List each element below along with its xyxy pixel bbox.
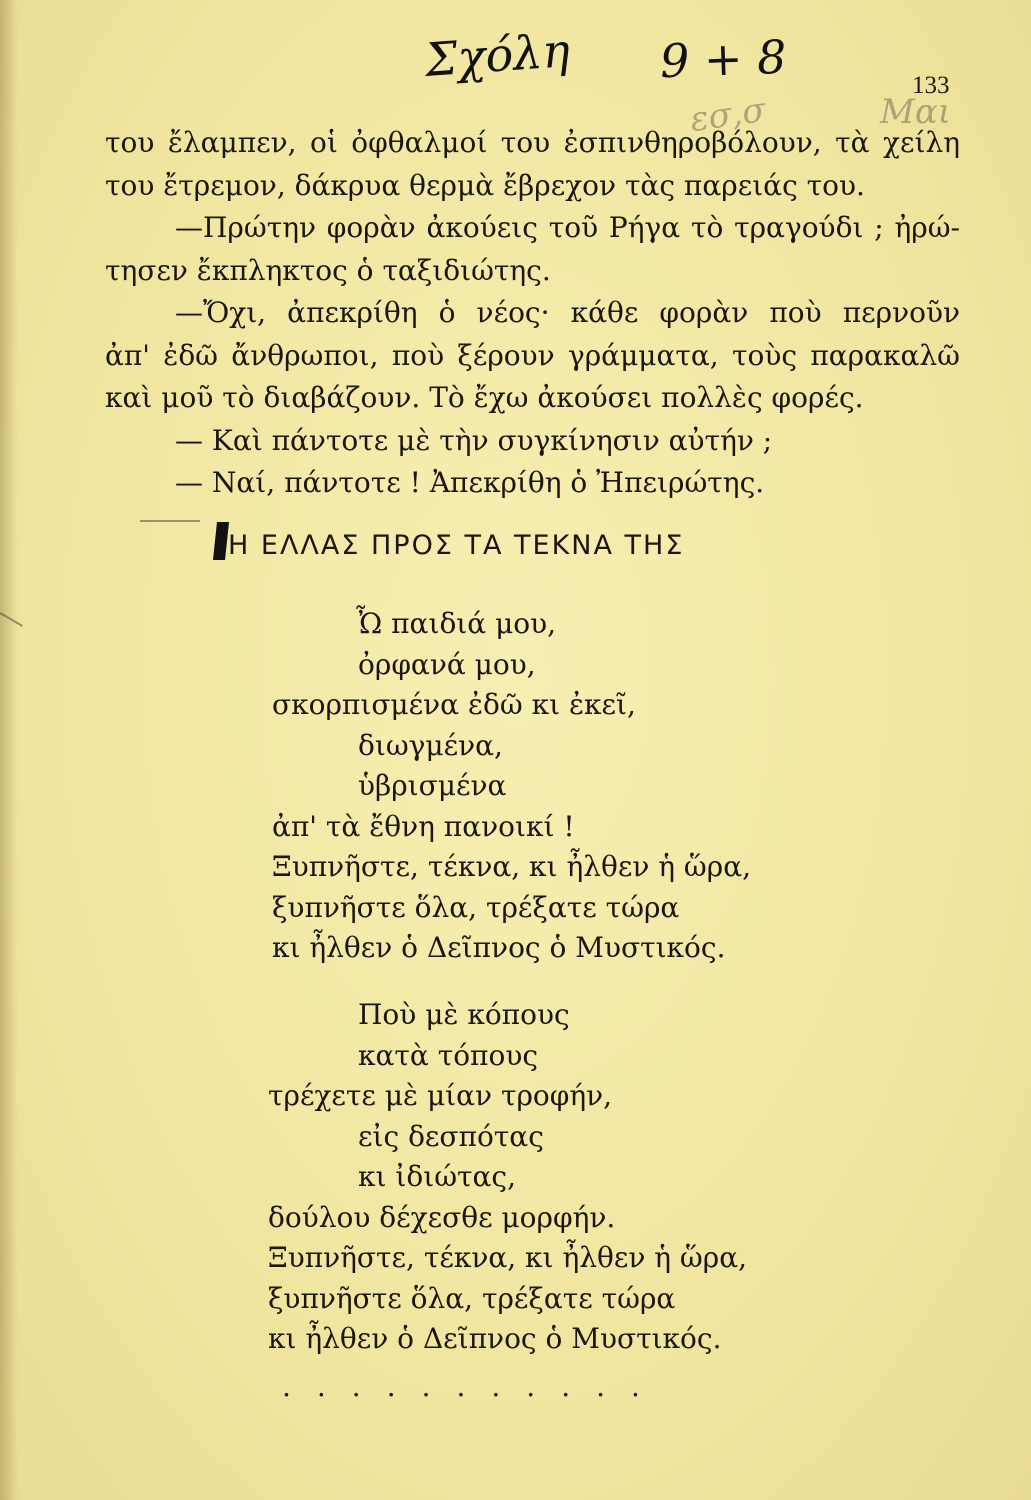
poem-title: Η ΕΛΛΑΣ ΠΡΟΣ ΤΑ ΤΕΚΝΑ ΤΗΣ [228, 530, 685, 561]
verse-line: σκορπισμένα ἐδῶ κι ἐκεῖ, [272, 688, 636, 721]
verse-line: εἰς δεσπότας [358, 1119, 544, 1153]
prose-line: τησεν ἔκπληκτος ὁ ταξιδιώτης. [105, 253, 551, 287]
verse-line: κι ἦλθεν ὁ Δεῖπνος ὁ Μυστικός. [272, 931, 726, 964]
prose-line: — Ναί, πάντοτε ! Ἀπεκρίθη ὁ Ἠπειρώτης. [175, 466, 765, 499]
prose-line: —Ὄχι, ἀπεκρίθη ὁ νέος· κάθε φορὰν ποὺ περνοῦν [175, 296, 960, 329]
verse-line: ἀπ' τὰ ἔθνη πανοικί ! [272, 809, 575, 843]
prose-line: καὶ μοῦ τὸ διαβάζουν. Τὸ ἔχω ἀκούσει πολλὲς φορές. [105, 381, 864, 414]
verse-line: τρέχετε μὲ μίαν τροφήν, [268, 1079, 613, 1112]
page-number: 133 [912, 72, 950, 99]
verse-line: Ποὺ μὲ κόπους [358, 998, 570, 1031]
verse-line: Ὦ παιδιά μου, [356, 607, 557, 640]
verse-line: Ξυπνῆστε, τέκνα, κι ἦλθεν ἡ ὥρα, [268, 1241, 748, 1274]
stanza-one [0, 604, 1031, 969]
verse-line: ὑβρισμένα [358, 769, 507, 802]
pencil-arrow-mark [140, 520, 200, 522]
handwritten-note-title: Σχόλη [423, 23, 572, 87]
prose-line: του ἔλαμπεν, οἱ ὀφθαλμοί του ἐσπινθηροβόλουν, τὰ χείλη [105, 126, 960, 159]
ellipsis-dots: ........... [282, 1370, 666, 1403]
verse-line: κι ἰδιώτας, [358, 1160, 517, 1193]
verse-line: ξυπνῆστε ὅλα, τρέξατε τώρα [268, 1281, 676, 1315]
verse-line: κι ἦλθεν ὁ Δεῖπνος ὁ Μυστικός. [268, 1322, 722, 1355]
verse-line: κατὰ τόπους [358, 1038, 539, 1072]
pencil-faint-note: εσ,σ [687, 89, 768, 141]
prose-block [105, 122, 960, 505]
verse-line: δούλου δέχεσθε μορφήν. [268, 1200, 616, 1234]
handwritten-note-numbers: 9 + 8 [659, 29, 788, 89]
prose-line: —Πρώτην φορὰν ἀκούεις τοῦ Ρήγα τὸ τραγούδι ; ἠρώ- [175, 211, 960, 244]
verse-line: ξυπνῆστε ὅλα, τρέξατε τώρα [272, 890, 680, 924]
prose-line: — Καὶ πάντοτε μὲ τὴν συγκίνησιν αὐτήν ; [175, 423, 773, 457]
verse-line: ὀρφανά μου, [358, 647, 536, 681]
heading-ink-mark [213, 522, 229, 560]
prose-line: του ἔτρεμον, δάκρυα θερμὰ ἔβρεχον τὰς παρειάς του. [105, 168, 865, 202]
stanza-two [0, 995, 1031, 1360]
verse-line: Ξυπνῆστε, τέκνα, κι ἦλθεν ἡ ὥρα, [272, 850, 752, 883]
pencil-margin-note: Μαι [880, 92, 952, 132]
prose-line: ἀπ' ἐδῶ ἄνθρωποι, ποὺ ξέρουν γράμματα, τοὺς παρακαλῶ [105, 338, 960, 372]
verse-line: διωγμένα, [358, 728, 503, 762]
